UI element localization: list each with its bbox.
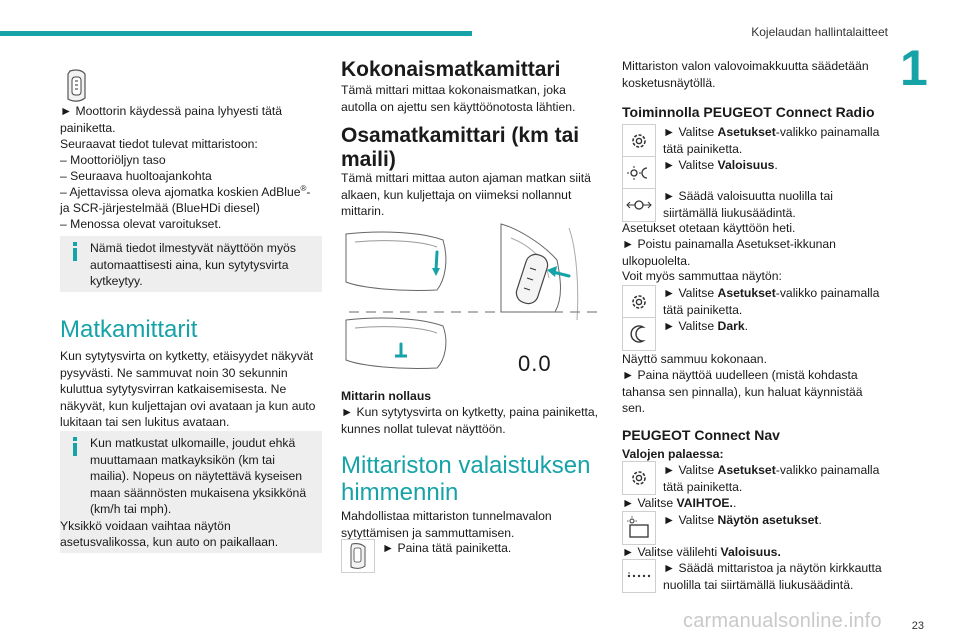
reset-title: Mittarin nollaus — [341, 389, 432, 403]
screen-brightness-icon — [622, 511, 656, 545]
radio-step-slider: ► Säädä valoisuutta nuolilla tai siirtämällä liukusäädintä. — [663, 189, 833, 220]
col1-step1: ► Moottorin käydessä paina lyhyesti tätä painiketta. — [60, 104, 283, 135]
info-note-2 — [60, 431, 322, 553]
col1-item-oil: – Moottoriöljyn taso — [60, 153, 166, 167]
settings-gear-icon — [622, 124, 656, 158]
registered-mark: ® — [300, 183, 307, 193]
page-number: 23 — [911, 620, 924, 632]
col2-p2: Tämä mittari mittaa auton ajaman matkan siitä alkaen, kun kuljettaja on viimeksi nollannut mittarin. — [341, 171, 591, 218]
brightness-icon — [622, 156, 656, 190]
note2-text: Kun matkustat ulkomaille, joudut ehkä muuttamaan matkayksikön (km tai mailia). Nopeus on näytettävä kyseisen maan säännösten mukaisena yksikkönä (km/h tai mph). — [90, 436, 307, 516]
adblue-hyphen: - — [306, 185, 311, 199]
radio-applied: Asetukset otetaan käyttöön heti. — [622, 221, 796, 235]
settings-gear-icon — [622, 285, 656, 319]
dots-slider-icon — [622, 559, 656, 593]
page-header-title: Kojelaudan hallintalaitteet — [751, 25, 888, 39]
n2b: VAIHTOE. — [676, 496, 733, 510]
col3-intro: Mittariston valon valovoimakkuutta säädetään kosketusnäytöllä. — [622, 59, 869, 90]
r7b: Asetukset — [717, 286, 776, 300]
r1a: ► Valitse — [663, 125, 718, 139]
reset-body: ► Kun sytytysvirta on kytketty, paina painiketta, kunnes nollat tulevat näyttöön. — [341, 405, 599, 436]
radio-can-turn-off: Voit myös sammuttaa näytön: — [622, 269, 782, 283]
nav-step-options — [622, 495, 736, 512]
n4b: Valoisuus. — [720, 545, 781, 559]
n1a: ► Valitse — [663, 463, 718, 477]
slider-icon — [622, 188, 656, 222]
stalk-button-icon — [341, 539, 375, 573]
heading-matkamittarit: Matkamittarit — [60, 316, 198, 343]
col1-item-scr: ja SCR-järjestelmää (BlueHDi diesel) — [60, 201, 260, 215]
heading-connect-nav: PEUGEOT Connect Nav — [622, 427, 780, 443]
header-accent-bar — [0, 31, 472, 36]
heading-connect-radio: Toiminnolla PEUGEOT Connect Radio — [622, 104, 875, 120]
n3b: Näytön asetukset — [717, 513, 819, 527]
radio-wake: ► Paina näyttöä uudelleen (mistä kohdasta tahansa sen pinnalla), kun haluat käynnistää sen. — [622, 368, 863, 415]
col1-intro: Seuraavat tiedot tulevat mittaristoon: — [60, 137, 258, 151]
chapter-number: 1 — [900, 40, 928, 96]
n2a: ► Valitse — [622, 496, 677, 510]
r2c: . — [774, 158, 778, 172]
col2-p3-step: ► Paina tätä painiketta. — [382, 541, 512, 555]
nav-step-settings — [663, 462, 884, 495]
r8b: Dark — [717, 319, 745, 333]
r8c: . — [744, 319, 749, 333]
note1-wrap — [60, 240, 316, 290]
radio-step-dark — [663, 318, 748, 335]
heading-himmennin: Mittariston valaistuksen himmennin — [341, 452, 591, 506]
nav-step-slider: ► Säädä mittaristoa ja näytön kirkkautta nuolilla tai siirtämällä liukusäädintä. — [663, 561, 882, 592]
radio-screen-off: Näyttö sammuu kokonaan. — [622, 352, 767, 366]
r1c: -valikko painamalla tätä painiketta. — [663, 125, 880, 156]
nav-step-display-settings — [663, 512, 822, 529]
r8a: ► Valitse — [663, 319, 718, 333]
radio-exit: ► Poistu painamalla Asetukset-ikkunan ulkopuolelta. — [622, 237, 836, 268]
col2-p1: Tämä mittari mittaa kokonaismatkan, joka autolla on ajettu sen käyttöönotosta lähtien. — [341, 83, 576, 114]
note2b-text: Yksikkö voidaan vaihtaa näytön asetusvalikossa, kun auto on paikallaan. — [60, 518, 279, 549]
col1-item-service: – Seuraava huoltoajankohta — [60, 169, 212, 183]
watermark: carmanualsonline.info — [683, 610, 882, 632]
trip-display-value: 0.0 — [518, 351, 552, 376]
col2-p3: Mahdollistaa mittariston tunnelmavalon sytyttämisen ja sammuttamisen. — [341, 509, 552, 540]
col1-item-adblue — [60, 184, 322, 201]
note1-text: Nämä tiedot ilmestyvät näyttöön myös automaattisesti aina, kun sytytysvirta kytkeytyy. — [90, 241, 296, 288]
r2b: Valoisuus — [717, 158, 775, 172]
radio-step-settings-2 — [663, 285, 884, 318]
radio-step-settings — [663, 124, 884, 157]
moon-icon — [622, 317, 656, 351]
trip-reset-illustration — [341, 220, 603, 380]
settings-gear-icon — [622, 461, 656, 495]
r1b: Asetukset — [717, 125, 776, 139]
r2a: ► Valitse — [663, 158, 718, 172]
radio-step-brightness — [663, 157, 778, 174]
col1-body: Kun sytytysvirta on kytketty, etäisyydet näkyvät pysyvästi. Ne sammuvat noin 30 sekunnin kuluttua sytytysvirran katkaisemisesta. Ne näkyvät, kun kuljettajan ovi avataan ja kun auto lukitaan tai sen lukitus avataan. — [60, 349, 316, 429]
heading-osamatkamittari: Osamatkamittari (km tai maili) — [341, 124, 580, 171]
n4a: ► Valitse välilehti — [622, 545, 721, 559]
n3a: ► Valitse — [663, 513, 718, 527]
n2c: . — [732, 496, 737, 510]
heading-kokonaismatkamittari: Kokonaismatkamittari — [341, 58, 561, 81]
n1b: Asetukset — [717, 463, 776, 477]
n1c: -valikko painamalla tätä painiketta. — [663, 463, 880, 494]
nav-lights-on: Valojen palaessa: — [622, 447, 724, 461]
stalk-button-icon — [60, 69, 94, 103]
col1-item-warnings: – Menossa olevat varoitukset. — [60, 217, 222, 231]
note2-wrap — [60, 435, 316, 551]
info-note-1 — [60, 236, 322, 292]
r7a: ► Valitse — [663, 286, 718, 300]
n3c: . — [818, 513, 822, 527]
adblue-text: – Ajettavissa oleva ajomatka koskien AdBlue — [60, 185, 301, 199]
r7c: -valikko painamalla tätä painiketta. — [663, 286, 880, 317]
